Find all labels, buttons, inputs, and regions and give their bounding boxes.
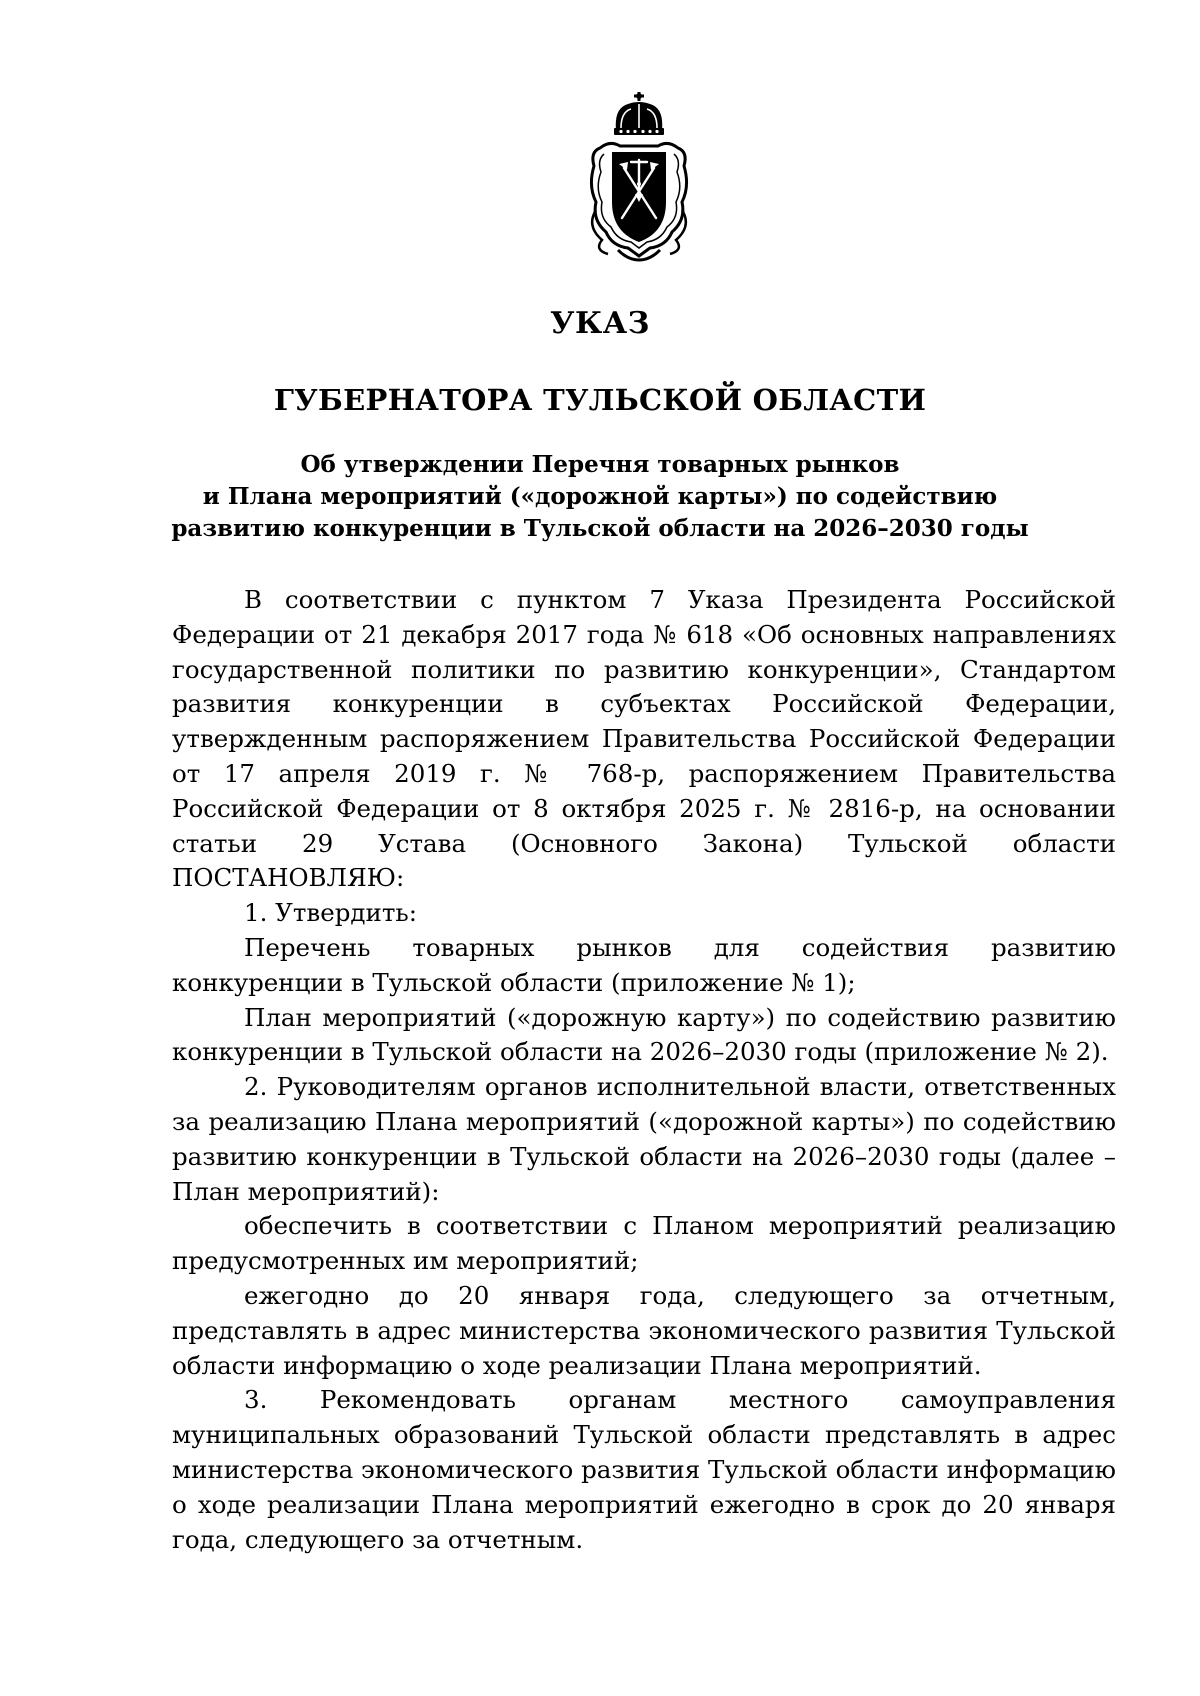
subject-line: и Плана мероприятий («дорожной карты») по содействию — [202, 483, 998, 510]
document-subject — [160, 449, 1040, 545]
clause-2-item-2: ежегодно до 20 января года, следующего за отчетным, представлять в адрес министерства экономического развития Тульской области информацию о ходе реализации Плана мероприятий. — [172, 1280, 1116, 1380]
clause-2-paragraph: 2. Руководителям органов исполнительной власти, ответственных за реализацию Плана мероприятий («дорожной карты») по содействию развитию конкуренции в Тульской области на 2026–2030 годы (далее – План мероприятий): — [172, 1072, 1116, 1206]
clause-1-item-2: План мероприятий («дорожную карту») по содействию развитию конкуренции в Тульской области на 2026–2030 годы (приложение № 2). — [172, 1002, 1116, 1067]
document-issuer: ГУБЕРНАТОРА ТУЛЬСКОЙ ОБЛАСТИ — [273, 383, 927, 417]
document-body — [172, 583, 1116, 1557]
clause-3-paragraph: 3. Рекомендовать органам местного самоуправления муниципальных образований Тульской области представлять в адрес министерства экономического развития Тульской области информацию о ходе реализации Плана мероприятий ежегодно в срок до 20 января года, следующего за отчетным. — [172, 1385, 1116, 1554]
subject-line: развитию конкуренции в Тульской области на 2026–2030 годы — [171, 515, 1029, 542]
preamble-paragraph: В соответствии с пунктом 7 Указа Президента Российской Федерации от 21 декабря 2017 года № 618 «Об основных направлениях государственной политики по развитию конкуренции», Стандартом развития конкуренции в субъектах Российской Федерации, утвержденным распоряжением Правительства Российской Федерации от 17 апреля 2019 г. № 768-р, распоряжением Правительства Российской Федерации от 8 октября 2025 г. № 2816-р, на основании статьи 29 Устава (Основного Закона) Тульской области ПОСТАНОВЛЯЮ: — [172, 585, 1116, 893]
clause-1-heading: 1. Утвердить: — [244, 898, 417, 928]
document-title: УКАЗ — [550, 306, 650, 341]
coat-of-arms-icon — [588, 90, 690, 264]
clause-2-item-1: обеспечить в соответствии с Планом мероприятий реализацию предусмотренных им мероприятий; — [172, 1211, 1116, 1276]
subject-line: Об утверждении Перечня товарных рынков — [300, 451, 900, 478]
clause-1-item-1: Перечень товарных рынков для содействия развитию конкуренции в Тульской области (приложение № 1); — [172, 932, 1116, 997]
